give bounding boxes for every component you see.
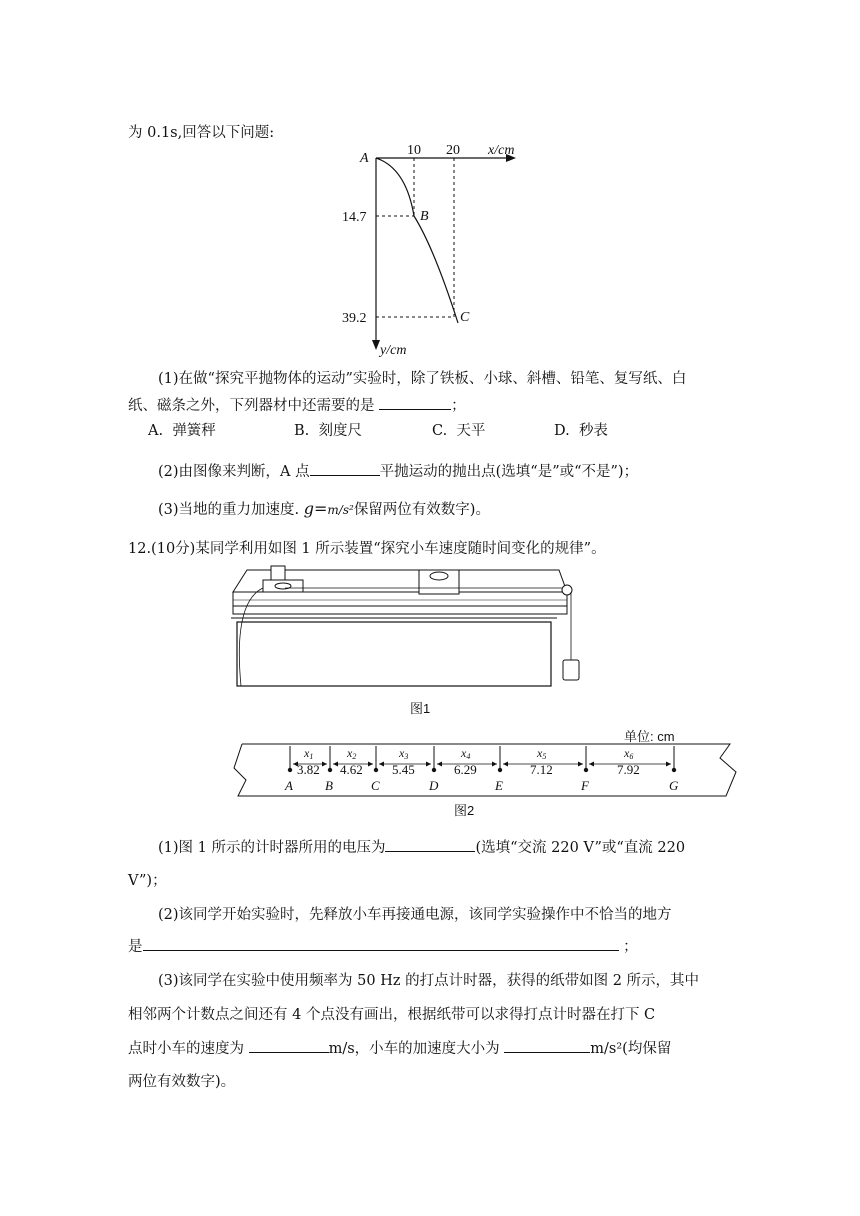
tape-point [498,768,502,772]
x-tick-20: 20 [446,143,460,158]
q11-sub1-post: ； [451,398,466,414]
q11-sub3 [158,498,490,519]
q11-sub1-line1: (1)在做“探究平抛物体的运动”实验时，除了铁板、小球、斜槽、铅笔、复写纸、白 [158,371,687,387]
segment-value-x4: 6.29 [454,762,477,777]
option-a-key: A. [148,423,164,439]
y-tick-39-2: 39.2 [342,311,367,326]
segment-label-x1: x1 [304,746,314,761]
segment-label-x3: x3 [399,746,409,761]
apparatus-figure [225,562,585,692]
q11-sub3-unit: m/s² [327,503,354,517]
option-c-key: C. [432,423,448,439]
q12-title: 12.(10分)某同学利用如图 1 所示装置“探究小车速度随时间变化的规律”。 [128,541,606,557]
q12-sub1-pre: (1)图 1 所示的计时器所用的电压为 [158,840,386,856]
q11-sub2-pre: (2)由图像来判断，A 点 [158,464,310,480]
point-c-label: C [460,310,470,325]
q12-sub2-line1: (2)该同学开始实验时，先释放小车再接通电源，该同学实验操作中不恰当的地方 [158,907,672,923]
segment-label-x6: x6 [624,746,634,761]
option-c-text: 天平 [456,423,486,439]
tape-point [374,768,378,772]
answer-blank-5[interactable] [249,1038,329,1053]
segment-value-x1: 3.82 [297,762,320,777]
segment-value-x5: 7.12 [530,762,553,777]
segment-label-x2: x2 [347,746,357,761]
option-d-key: D. [554,423,570,439]
answer-blank-1[interactable] [379,395,451,410]
point-b-label: B [420,209,429,224]
q11-sub3-formula: g= [303,499,328,518]
segment-value-x3: 5.45 [392,762,415,777]
intro-line: 为 0.1s,回答以下问题: [128,125,275,141]
tape-point [328,768,332,772]
q12-sub3-mid: m/s，小车的加速度大小为 [328,1041,505,1057]
option-b [294,419,362,440]
tape-point-label-E: E [495,778,503,793]
q12-sub2-line2 [128,935,638,956]
tape-point-label-D: D [429,778,439,793]
option-b-key: B. [294,423,310,439]
option-d-text: 秒表 [578,423,608,439]
segment-label-x4: x4 [461,746,471,761]
tape-point-label-G: G [669,778,679,793]
q11-sub1-pre: 纸、磁条之外，下列器材中还需要的是 [128,398,380,414]
option-a [148,419,216,440]
option-d [554,419,608,440]
tape-point-label-C: C [371,778,380,793]
q12-sub3-post: m/s²(均保留 [590,1041,672,1057]
answer-blank-6[interactable] [504,1038,590,1053]
segment-value-x2: 4.62 [340,762,363,777]
q12-sub3-pre: 点时小车的速度为 [128,1041,249,1057]
option-a-text: 弹簧秤 [172,423,216,439]
q11-sub3-pre: (3)当地的重力加速度. [158,502,300,518]
q12-sub2-post: ； [623,939,638,955]
tape-unit: 单位: cm [624,729,675,744]
tape-point [584,768,588,772]
tape-point-label-A: A [285,778,293,793]
q12-sub3-line3 [128,1037,671,1058]
q12-sub1-line2: V”)； [128,873,167,889]
answer-blank-2[interactable] [310,461,380,476]
fig1-caption: 图1 [410,701,431,716]
q12-sub1-post: (选填“交流 220 V”或“直流 220 [475,840,686,856]
q12-sub3-line1: (3)该同学在实验中使用频率为 50 Hz 的打点计时器，获得的纸带如图 2 所示，其中 [158,973,700,989]
trajectory-graph [330,138,530,360]
tape-figure [230,742,742,800]
q11-sub3-post: 保留两位有效数字)。 [353,502,490,518]
segment-value-x6: 7.92 [617,762,640,777]
answer-blank-3[interactable] [385,837,475,852]
tape-point [672,768,676,772]
x-axis-label: x/cm [488,143,515,158]
q11-sub2 [158,460,638,481]
y-tick-14-7: 14.7 [342,210,367,225]
option-c [432,419,485,440]
tape-point-label-F: F [581,778,589,793]
option-b-text: 刻度尺 [318,423,362,439]
q12-sub3-line4: 两位有效数字)。 [128,1074,236,1090]
q11-sub1-line2 [128,394,466,415]
q12-sub1 [158,836,685,857]
tape-point [288,768,292,772]
segment-label-x5: x5 [537,746,547,761]
q11-sub2-post: 平抛运动的抛出点(选填“是”或“不是”)； [379,464,639,480]
q12-sub3-line2: 相邻两个计数点之间还有 4 个点没有画出，根据纸带可以求得打点计时器在打下 C [128,1007,656,1023]
tape-point [432,768,436,772]
fig2-caption: 图2 [454,803,475,818]
origin-label: A [360,151,369,166]
x-tick-10: 10 [407,143,421,158]
y-axis-label: y/cm [380,343,407,358]
answer-blank-4[interactable] [143,936,619,951]
tape-point-label-B: B [325,778,333,793]
q12-sub2-pre: 是 [128,939,143,955]
